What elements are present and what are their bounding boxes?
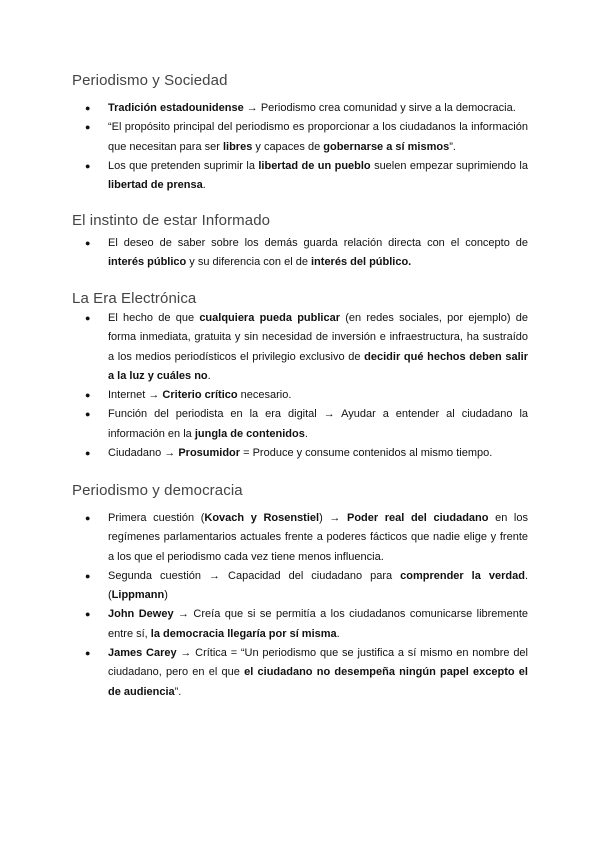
text-run: El deseo de saber sobre los demás guarda relación directa con el concepto de — [108, 237, 528, 249]
text-run: → Crítica = “Un periodismo que se justifica a sí mismo en nombre del ciudadano, pero en el que — [108, 647, 528, 679]
bullet-icon: ● — [85, 103, 91, 113]
list-item — [72, 386, 528, 405]
text-run: . — [336, 627, 340, 640]
text-run: Ciudadano → — [108, 447, 179, 460]
bullet-icon: ● — [85, 570, 91, 581]
bold-text: libertad de un pueblo — [258, 159, 371, 172]
bullet-icon: ● — [85, 390, 91, 401]
bold-text: John Dewey — [108, 608, 174, 621]
bold-text: cualquiera pueda publicar — [199, 312, 340, 324]
bold-text: decidir qué hechos deben salir a la luz y cuáles no — [108, 350, 528, 382]
bullet-list — [72, 309, 528, 463]
bold-text: interés público — [108, 256, 187, 269]
text-run: Los que pretenden suprimir la — [108, 159, 259, 172]
bullet-list — [72, 509, 528, 702]
list-item — [72, 99, 528, 118]
bullet-icon: ● — [85, 160, 91, 171]
text-run: ”. — [449, 140, 456, 153]
text-run: (en redes sociales, por ejemplo) de forma inmediata, gratuita y sin necesidad de inversión e infraestructura, ha sustraído a los medios periodísticos el privilegio exclusivo de — [108, 312, 528, 363]
list-item — [72, 405, 528, 444]
text-run: suelen empezar suprimiendo la — [370, 159, 528, 172]
bold-text: interés del público. — [311, 256, 412, 269]
bold-text: Tradición estadounidense — [108, 102, 244, 114]
bullet-icon: ● — [85, 609, 91, 620]
section-heading: Periodismo y democracia — [72, 482, 243, 499]
text-run: en los regímenes parlamentarios actuales frente a poderes fácticos que nadie elige y frente a los que el periodismo cada vez tiene menos influencia. — [108, 512, 528, 563]
list-item — [72, 509, 528, 567]
section-heading: La Era Electrónica — [72, 290, 197, 307]
bold-text: Prosumidor — [178, 447, 241, 460]
bold-text: el ciudadano no desempeña ningún papel excepto el de audiencia — [108, 666, 528, 698]
bold-text: gobernarse a sí mismos — [323, 140, 450, 153]
bullet-icon: ● — [85, 122, 91, 133]
list-item — [72, 444, 528, 463]
bold-text: Poder real del ciudadano — [346, 512, 489, 524]
list-item — [72, 118, 528, 157]
text-run: ”. — [174, 685, 182, 698]
bullet-icon: ● — [85, 648, 91, 659]
text-run: = Produce y consume contenidos al mismo tiempo. — [240, 447, 493, 460]
bold-text: la democracia llegaría por sí misma — [150, 627, 337, 640]
bullet-list — [72, 234, 528, 273]
section-era-electronica — [72, 289, 528, 463]
text-run: “El propósito principal del periodismo es proporcionar a los ciudadanos la información que necesitan para ser — [108, 121, 528, 153]
text-run: Segunda cuestión → Capacidad del ciudadano para — [108, 569, 401, 582]
list-item — [72, 644, 528, 702]
text-run: . ( — [108, 569, 528, 602]
text-run: y su diferencia con el de — [186, 256, 311, 269]
text-run: . — [202, 179, 206, 192]
text-run: → Periodismo crea comunidad y sirve a la democracia. — [243, 102, 516, 114]
bold-text: Kovach y Rosenstiel — [204, 512, 320, 524]
bullet-icon: ● — [85, 238, 91, 248]
list-item — [72, 309, 528, 386]
text-run: → Creía que si se permitía a los ciudadanos comunicarse libremente entre sí, — [108, 608, 528, 640]
section-heading: El instinto de estar Informado — [72, 212, 271, 229]
bullet-icon: ● — [85, 409, 91, 420]
list-item — [72, 234, 528, 273]
list-item — [72, 157, 528, 196]
bold-text: James Carey — [108, 647, 177, 660]
bold-text: Lippmann — [111, 589, 165, 602]
text-run: necesario. — [237, 389, 292, 402]
bold-text: Criterio crítico — [162, 389, 238, 402]
bullet-list — [72, 99, 528, 195]
text-run: ) → — [319, 512, 347, 524]
text-run: El hecho de que — [108, 312, 200, 324]
bold-text: libres — [222, 140, 253, 153]
list-item — [72, 567, 528, 606]
section-periodismo-sociedad — [72, 71, 528, 195]
list-item — [72, 605, 528, 644]
section-periodismo-democracia — [72, 481, 528, 702]
section-instinto-informado — [72, 211, 528, 273]
text-run: ) — [164, 589, 168, 602]
text-run: . — [304, 427, 308, 440]
text-run: . — [207, 369, 211, 382]
bullet-icon: ● — [85, 313, 91, 323]
text-run: Internet → — [108, 389, 163, 402]
bold-text: libertad de prensa — [108, 179, 203, 192]
text-run: Función del periodista en la era digital → Ayudar a entender al ciudadano la información en la — [108, 408, 528, 440]
bold-text: jungla de contenidos — [194, 427, 305, 440]
section-heading: Periodismo y Sociedad — [72, 72, 228, 89]
bullet-icon: ● — [85, 513, 91, 523]
bold-text: comprender la verdad — [400, 569, 525, 582]
text-run: y capaces de — [252, 140, 324, 153]
text-run: Primera cuestión ( — [108, 512, 205, 524]
bullet-icon: ● — [85, 448, 91, 459]
